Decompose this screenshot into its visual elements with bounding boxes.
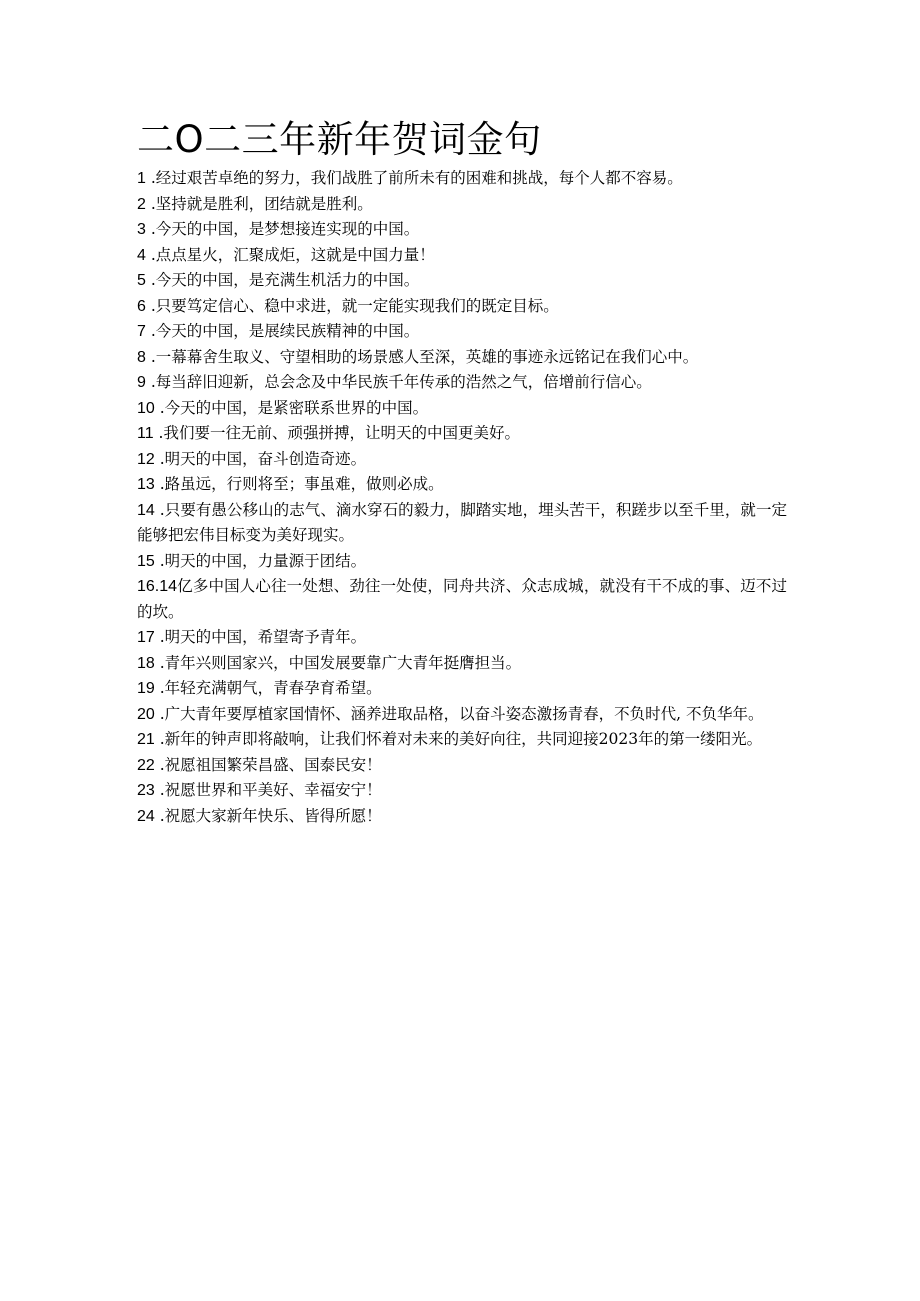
- item-number: 17: [137, 629, 155, 646]
- item-number: 19: [137, 680, 155, 697]
- item-number: 4: [137, 246, 146, 264]
- list-item: [137, 498, 787, 549]
- item-text: .我们要一往无前、顽强拼搏，让明天的中国更美好。: [153, 424, 520, 442]
- list-item: [137, 753, 787, 779]
- item-text: .祝愿大家新年快乐、皆得所愿！: [154, 806, 382, 825]
- list-item: [137, 702, 787, 728]
- list-item: [137, 472, 787, 498]
- document-title: 二O二三年新年贺词金句: [137, 118, 542, 161]
- list-item: [137, 217, 787, 243]
- item-number: 5: [137, 272, 146, 289]
- list-item: [137, 727, 787, 753]
- list-item: [137, 447, 787, 473]
- list-item: [137, 243, 787, 269]
- item-text: .只要有愚公移山的志气、滴水穿石的毅力，脚踏实地，埋头苦干，积蹉步以至千里，就一定能够把宏伟目标变为美好现实。: [137, 500, 787, 544]
- item-text: .今天的中国，是紧密联系世界的中国。: [154, 398, 429, 417]
- item-text: .明天的中国，希望寄予青年。: [154, 628, 367, 646]
- item-text: .祝愿祖国繁荣昌盛、国泰民安！: [154, 755, 382, 774]
- item-text: .今天的中国，是展续民族精神的中国。: [145, 322, 420, 340]
- list-item: [137, 319, 787, 345]
- item-text: 亿多中国人心往一处想、劲往一处使，同舟共济、众志成城，就没有干不成的事、迈不过的坎。: [137, 577, 787, 621]
- item-text: .路虽远，行则将至；事虽难，做则必成。: [154, 475, 444, 493]
- item-text: .新年的钟声即将敲响，让我们怀着对未来的美好向往，共同迎接2023年的第一缕阳光。: [154, 730, 763, 748]
- list-item: [137, 421, 787, 447]
- item-number: 11: [137, 425, 154, 442]
- item-text: .明天的中国，奋斗创造奇迹。: [154, 449, 367, 468]
- list-item: [137, 574, 787, 625]
- item-number: 18: [137, 654, 155, 672]
- item-text: .青年兴则国家兴，中国发展要靠广大青年挺膺担当。: [154, 653, 522, 672]
- item-number: 23: [137, 782, 155, 799]
- item-text: .经过艰苦卓绝的努力，我们战胜了前所未有的困难和挑战，每个人都不容易。: [145, 169, 683, 187]
- item-number: 24: [137, 807, 155, 825]
- item-text: .一幕幕舍生取义、守望相助的场景感人至深，英雄的事迹永远铭记在我们心中。: [145, 347, 699, 366]
- list-item: [137, 804, 787, 830]
- item-number: 7: [137, 323, 146, 340]
- item-text: .只要笃定信心、稳中求进，就一定能实现我们的既定目标。: [145, 296, 559, 315]
- item-number: 8: [137, 348, 146, 366]
- item-number: 6: [137, 297, 146, 315]
- item-text: .坚持就是胜利，团结就是胜利。: [145, 194, 373, 213]
- item-text: .广大青年要厚植家国情怀、涵养进取品格，以奋斗姿态激扬青春，不负时代, 不负华年。: [154, 704, 764, 723]
- document-page: [137, 118, 787, 829]
- item-number: 16.14: [137, 578, 178, 595]
- list-item: [137, 676, 787, 702]
- item-text: .今天的中国，是梦想接连实现的中国。: [145, 220, 420, 238]
- item-number: 9: [137, 374, 146, 391]
- item-text: .每当辞旧迎新，总会念及中华民族千年传承的浩然之气，倍增前行信心。: [145, 373, 652, 391]
- item-number: 2: [137, 195, 146, 213]
- quote-list: [137, 166, 787, 829]
- list-item: [137, 370, 787, 396]
- item-number: 10: [137, 399, 155, 417]
- item-number: 15: [137, 552, 155, 570]
- item-text: .年轻充满朝气，青春孕育希望。: [154, 679, 382, 697]
- list-item: [137, 549, 787, 575]
- item-number: 12: [137, 450, 155, 468]
- item-text: .明天的中国，力量源于团结。: [154, 551, 367, 570]
- list-item: [137, 192, 787, 218]
- list-item: [137, 345, 787, 371]
- item-number: 13: [137, 476, 155, 493]
- list-item: [137, 268, 787, 294]
- item-number: 1: [137, 170, 146, 187]
- item-text: .点点星火，汇聚成炬，这就是中国力量！: [145, 245, 435, 264]
- list-item: [137, 396, 787, 422]
- item-number: 21: [137, 731, 155, 748]
- item-number: 22: [137, 756, 155, 774]
- list-item: [137, 651, 787, 677]
- item-number: 20: [137, 705, 155, 723]
- item-text: .今天的中国，是充满生机活力的中国。: [145, 271, 420, 289]
- item-number: 14: [137, 501, 155, 519]
- item-text: .祝愿世界和平美好、幸福安宁！: [154, 781, 382, 799]
- list-item: [137, 625, 787, 651]
- list-item: [137, 778, 787, 804]
- list-item: [137, 294, 787, 320]
- list-item: [137, 166, 787, 192]
- item-number: 3: [137, 221, 146, 238]
